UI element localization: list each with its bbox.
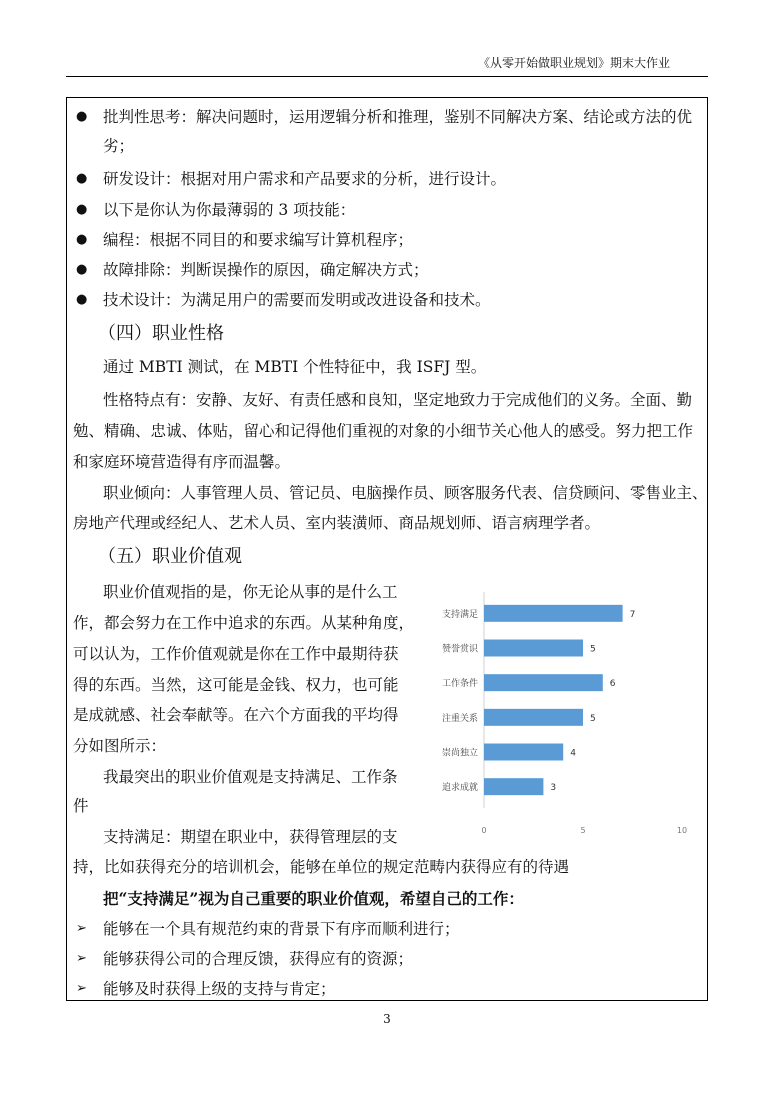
bullet-dot-icon: ●	[76, 262, 88, 277]
values-paragraph-line: 得的东西。当然，这可能是金钱、权力，也可能	[73, 676, 399, 694]
chart-bar	[484, 709, 583, 726]
chart-category-label: 赞誉赏识	[441, 644, 478, 655]
bullet-dot-icon: ●	[76, 232, 88, 247]
skill-strong-line: 研发设计：根据对用户需求和产品要求的分析，进行设计。	[103, 170, 507, 188]
skill-strong-line: 劣；	[103, 137, 135, 155]
values-paragraph-line: 职业价值观指的是，你无论从事的是什么工	[103, 583, 398, 601]
values-wish-item: 能够在一个具有规范约束的背景下有序而顺利进行；	[103, 920, 460, 938]
support-satisfaction-line: 持，比如获得充分的培训机会，能够在单位的规定范畴内获得应有的待遇	[73, 858, 570, 876]
section-heading-personality: （四）职业性格	[98, 323, 224, 344]
page-number: 3	[383, 1012, 391, 1026]
chart-data-label: 5	[590, 713, 596, 724]
bullet-dot-icon: ●	[76, 109, 88, 124]
skill-weak-line: 编程：根据不同目的和要求编写计算机程序；	[103, 231, 414, 249]
skill-weak-intro: 以下是你认为你最薄弱的 3 项技能：	[103, 201, 356, 219]
chart-bar	[484, 640, 583, 657]
support-satisfaction-line: 支持满足：期望在职业中，获得管理层的支	[103, 828, 398, 846]
values-wish-item: 能够获得公司的合理反馈，获得应有的资源；	[103, 950, 414, 968]
chart-bar	[484, 605, 623, 622]
chart-category-label: 崇尚独立	[441, 748, 478, 759]
values-paragraph-line: 分如图所示：	[73, 737, 167, 755]
chart-bar	[484, 778, 543, 795]
values-highlight-line: 件	[73, 797, 89, 815]
personality-paragraph-line: 和家庭环境营造得有序而温馨。	[73, 453, 291, 471]
section-heading-values: （五）职业价值观	[98, 546, 242, 567]
arrow-bullet-icon: ➢	[76, 921, 87, 936]
mbti-paragraph: 通过 MBTI 测试，在 MBTI 个性特征中，我 ISFJ 型。	[103, 358, 487, 376]
chart-x-tick-label: 10	[676, 826, 688, 835]
bullet-dot-icon: ●	[76, 292, 88, 307]
career-tendency-line: 房地产代理或经纪人、艺术人员、室内装潢师、商品规划师、语言病理学者。	[73, 514, 601, 532]
chart-x-tick-label: 5	[580, 826, 586, 835]
chart-x-tick-label: 0	[481, 826, 487, 835]
career-tendency-line: 职业倾向：人事管理人员、管记员、电脑操作员、顾客服务代表、信贷顾问、零售业主、	[103, 484, 708, 502]
values-highlight-line: 我最突出的职业价值观是支持满足、工作条	[103, 768, 398, 786]
chart-bar	[484, 744, 563, 761]
arrow-bullet-icon: ➢	[76, 981, 87, 996]
values-wish-item: 能够及时获得上级的支持与肯定；	[103, 980, 336, 998]
skill-weak-line: 技术设计：为满足用户的需要而发明或改进设备和技术。	[103, 291, 491, 309]
arrow-bullet-icon: ➢	[76, 951, 87, 966]
skill-weak-line: 故障排除：判断误操作的原因，确定解决方式；	[103, 261, 429, 279]
values-paragraph-line: 作，都会努力在工作中追求的东西。从某种角度，	[73, 614, 415, 632]
values-paragraph-line: 是成就感、社会奉献等。在六个方面我的平均得	[73, 706, 399, 724]
values-paragraph-line: 可以认为，工作价值观就是你在工作中最期待获	[73, 645, 399, 663]
bullet-dot-icon: ●	[76, 202, 88, 217]
personality-paragraph-line: 勉、精确、忠诚、体贴，留心和记得他们重视的对象的小细节关心他人的感受。努力把工作	[73, 422, 694, 440]
values-bold-statement: 把“支持满足”视为自己重要的职业价值观，希望自己的工作：	[103, 889, 524, 908]
skill-strong-line: 批判性思考：解决问题时，运用逻辑分析和推理，鉴别不同解决方案、结论或方法的优	[103, 108, 693, 126]
chart-data-label: 7	[629, 609, 636, 620]
document-header-title: 《从零开始做职业规划》期末大作业	[477, 56, 670, 70]
bullet-dot-icon: ●	[76, 171, 88, 186]
work-values-bar-chart	[418, 584, 702, 842]
header-rule	[66, 76, 708, 77]
chart-category-label: 支持满足	[441, 609, 478, 620]
chart-data-label: 6	[609, 679, 616, 690]
chart-data-label: 3	[550, 783, 557, 794]
chart-data-label: 5	[590, 644, 596, 655]
chart-category-label: 追求成就	[441, 783, 478, 794]
personality-paragraph-line: 性格特点有：安静、友好、有责任感和良知，坚定地致力于完成他们的义务。全面、勤	[103, 391, 693, 409]
chart-category-label: 注重关系	[441, 713, 478, 724]
chart-data-label: 4	[570, 748, 576, 759]
chart-bar	[484, 674, 603, 691]
chart-category-label: 工作条件	[441, 679, 478, 690]
